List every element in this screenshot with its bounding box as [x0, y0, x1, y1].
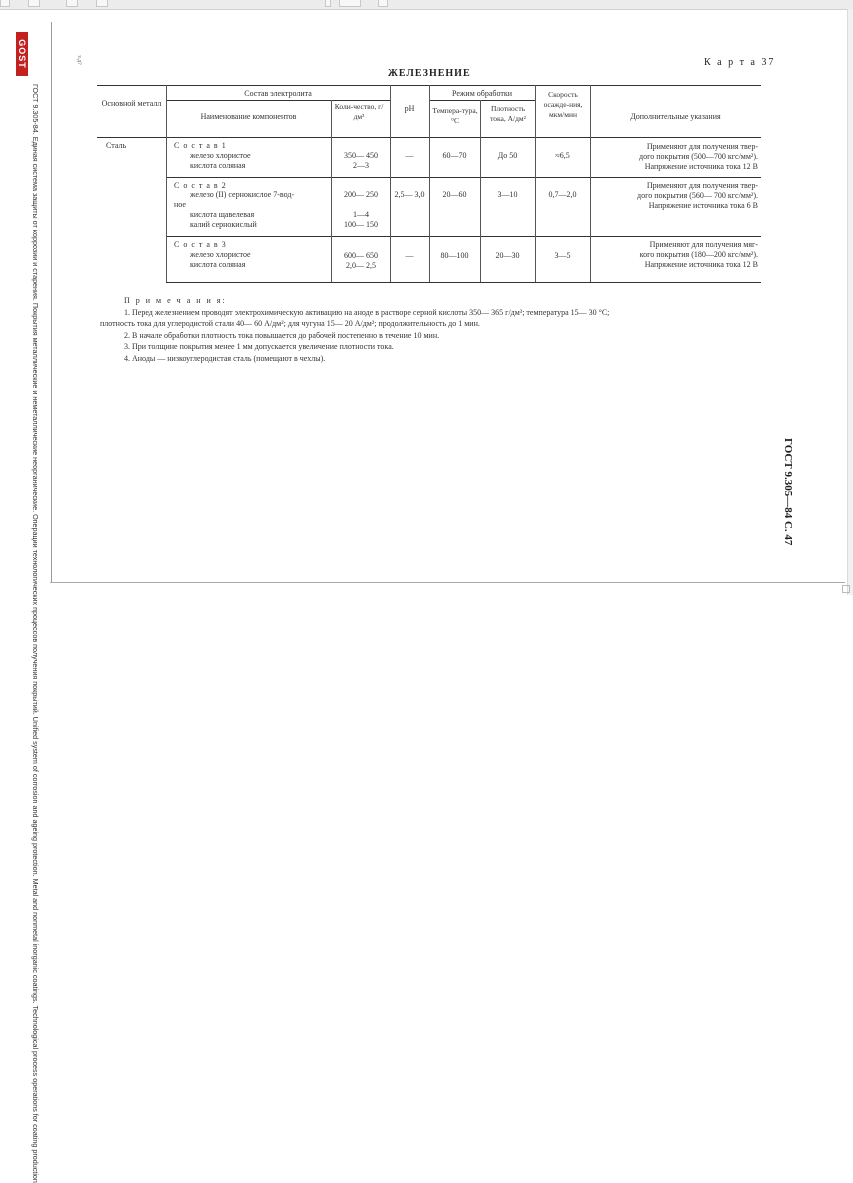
header-quantity: Коли-чество, г/дм³ [334, 102, 384, 121]
table-rule [166, 100, 390, 101]
temperature-value: 80—100 [440, 251, 469, 260]
header-electrolyte: Состав электролита [244, 89, 312, 98]
additional-note: Применяют для получения мяг- [649, 240, 758, 249]
rate-value: 3—5 [554, 251, 571, 260]
current-density-value: До 50 [497, 151, 518, 160]
temperature-value: 60—70 [442, 151, 467, 160]
toolbar-button[interactable] [28, 0, 40, 7]
component-name: железо хлористое [190, 151, 251, 160]
table-rule [166, 236, 761, 237]
table-rule [590, 85, 591, 282]
header-base-metal: Основной металл [101, 99, 162, 108]
component-name: железо хлористое [190, 250, 251, 259]
component-quantity: 600— 650 [344, 251, 378, 260]
table-rule [429, 100, 535, 101]
additional-note: Напряжение источника тока 6 В [648, 201, 758, 210]
notes-heading: П р и м е ч а н и я: [124, 296, 227, 305]
ph-value: 2,5— 3,0 [394, 190, 425, 199]
header-ph: рН [404, 104, 415, 113]
component-name: кислота соляная [190, 260, 246, 269]
viewer-toolbar [0, 0, 853, 10]
header-temperature: Темпера-тура, °С [432, 106, 478, 125]
ph-value: — [405, 251, 414, 260]
table-rule [166, 177, 761, 178]
note-item: плотность тока для углеродистой стали 40— 60 А/дм²; для чугуна 15— 20 А/дм²; продолжительность до 1 мин. [100, 319, 480, 328]
margin-line [51, 22, 52, 582]
vertical-scrollbar[interactable] [847, 9, 853, 595]
header-additional: Дополнительные указания [630, 112, 721, 121]
additional-note: Напряжение источника тока 12 В [644, 260, 758, 269]
ph-value: — [405, 151, 414, 160]
header-current-density: Плотность тока, А/дм² [490, 104, 526, 123]
additional-note: Напряжение источника тока 12 В [644, 162, 758, 171]
header-mode: Режим обработки [451, 89, 512, 98]
additional-note: Применяют для получения твер- [646, 142, 758, 151]
component-name: ное [174, 200, 186, 209]
composition-label: С о с т а в 3 [174, 240, 227, 249]
toolbar-button[interactable] [325, 0, 331, 7]
note-item: 3. При толщине покрытия менее 1 мм допускается увеличение плотности тока. [124, 342, 394, 351]
composition-label: С о с т а в 2 [174, 181, 227, 190]
component-name: кислота соляная [190, 161, 246, 170]
header-deposition-rate: Скорость осажде-ния, мкм/мин [543, 90, 583, 119]
note-item: 2. В начале обработки плотность тока повышается до рабочей постепенно в течение 10 мин. [124, 330, 440, 340]
temperature-value: 20—60 [442, 190, 467, 199]
notes-block [100, 295, 765, 364]
gost-logo: GOST [16, 32, 28, 76]
rate-value: 0,7—2,0 [548, 190, 577, 199]
note-item: 1. Перед железнением проводят электрохимическую активацию на аноде в растворе серной кислоты 350— 365 г/дм³; температура 15— 30 °С; [124, 307, 610, 317]
current-density-value: 20—30 [495, 251, 520, 260]
component-quantity: 350— 450 [344, 151, 378, 160]
component-quantity: 100— 150 [344, 220, 378, 229]
toolbar-button[interactable] [0, 0, 10, 7]
page-mark: з.д? [75, 55, 82, 65]
running-header: ГОСТ 9.305—84 С. 47 [782, 438, 794, 546]
component-quantity: 200— 250 [344, 190, 378, 199]
additional-note: дого покрытия (560— 700 кгс/мм²). [637, 191, 758, 200]
composition-label: С о с т а в 1 [174, 141, 227, 150]
side-caption: ГОСТ 9.305-84. Единая система защиты от коррозии и старения. Покрытия металлические и неметаллические неорганические. Операции технологических процессов получения покрытий. Unified system of corrosion and ageing protection. Metal and nonmetal inorganic coatings. Technological process operations for coating production [31, 84, 40, 1183]
component-quantity: 1—4 [353, 210, 369, 219]
card-number: К а р т а 37 [704, 57, 776, 68]
toolbar-button[interactable] [96, 0, 108, 7]
page-bottom-line [50, 582, 845, 583]
header-component-names: Наименование компонентов [200, 112, 297, 121]
additional-note: Применяют для получения твер- [646, 181, 758, 190]
additional-note: дого покрытия (500—700 кгс/мм²). [639, 152, 758, 161]
rate-value: ≈6,5 [555, 151, 570, 160]
additional-note: кого покрытия (180—200 кгс/мм²). [639, 250, 758, 259]
toolbar-button[interactable] [339, 0, 361, 7]
note-item: 4. Аноды — низкоуглеродистая сталь (помещают в чехлы). [124, 353, 326, 363]
current-density-value: 3—10 [497, 190, 518, 199]
component-quantity: 2,0— 2,5 [346, 261, 376, 270]
component-name: железо (II) сернокислое 7-вод- [190, 190, 295, 199]
toolbar-button[interactable] [378, 0, 388, 7]
base-metal-value: Сталь [106, 141, 127, 150]
component-name: кислота щавелевая [190, 210, 255, 219]
toolbar-button[interactable] [66, 0, 78, 7]
table-rule [166, 282, 761, 283]
component-name: калий сернокислый [190, 220, 257, 229]
page-title: ЖЕЛЕЗНЕНИЕ [388, 68, 471, 79]
component-quantity: 2—3 [353, 161, 369, 170]
resize-grip[interactable] [842, 585, 850, 593]
